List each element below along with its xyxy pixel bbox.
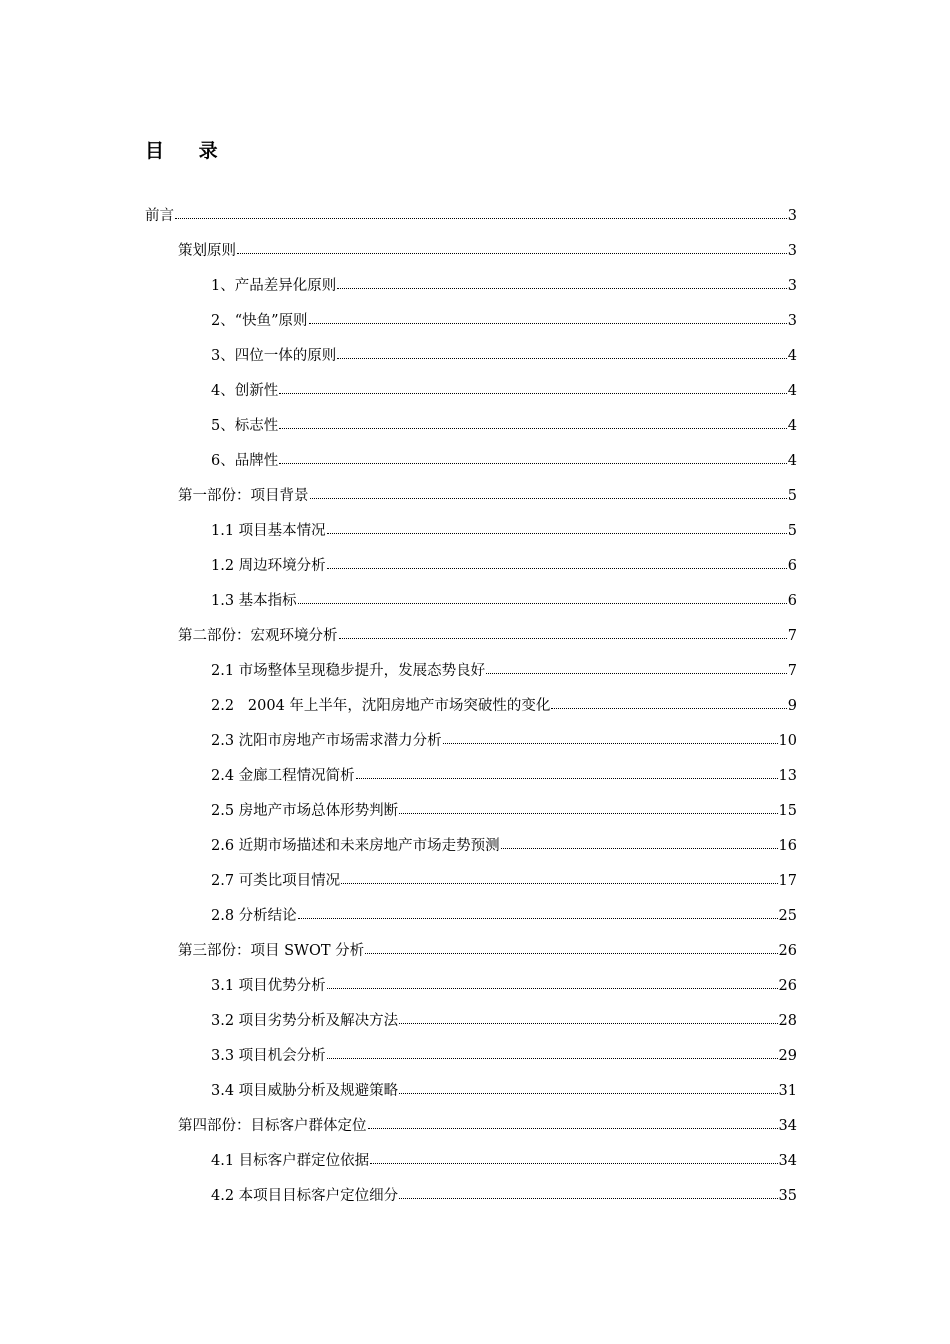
toc-entry-page-number: 13 — [778, 767, 797, 784]
toc-dot-leader — [279, 463, 787, 464]
toc-entry-label: 前言 — [145, 207, 174, 224]
toc-dot-leader — [298, 603, 787, 604]
toc-entry[interactable] — [145, 303, 797, 338]
toc-entry-page-number: 34 — [778, 1152, 797, 1169]
toc-entry-page-number: 7 — [787, 627, 797, 644]
toc-entry-page-number: 28 — [778, 1012, 797, 1029]
toc-entry-label: 1、产品差异化原则 — [211, 277, 337, 294]
toc-dot-leader — [309, 323, 787, 324]
toc-dot-leader — [370, 1163, 777, 1164]
toc-entry[interactable] — [145, 653, 797, 688]
toc-entry-label: 第二部份：宏观环境分析 — [178, 627, 338, 644]
toc-entry-label: 1.3 基本指标 — [211, 592, 297, 609]
toc-entry-label: 2.4 金廊工程情况简析 — [211, 767, 355, 784]
toc-entry[interactable] — [145, 443, 797, 478]
toc-entry-page-number: 6 — [787, 592, 797, 609]
toc-dot-leader — [339, 638, 787, 639]
toc-entry-page-number: 15 — [778, 802, 797, 819]
toc-entry-label: 3.2 项目劣势分析及解决方法 — [211, 1012, 399, 1029]
toc-entry-label: 第四部份：目标客户群体定位 — [178, 1117, 367, 1134]
toc-entry[interactable] — [145, 1038, 797, 1073]
toc-entry[interactable] — [145, 1073, 797, 1108]
toc-dot-leader — [298, 918, 778, 919]
toc-entry-page-number: 9 — [787, 697, 797, 714]
toc-dot-leader — [368, 1128, 778, 1129]
toc-entry-label: 2.1 市场整体呈现稳步提升，发展态势良好 — [211, 662, 486, 679]
toc-dot-leader — [356, 778, 778, 779]
toc-entry-label: 6、品牌性 — [211, 452, 279, 469]
toc-entry-page-number: 4 — [787, 347, 797, 364]
toc-entry[interactable] — [145, 478, 797, 513]
toc-entry-page-number: 5 — [787, 487, 797, 504]
toc-entry-label: 2.3 沈阳市房地产市场需求潜力分析 — [211, 732, 442, 749]
toc-entry-label: 2.8 分析结论 — [211, 907, 297, 924]
toc-entry[interactable] — [145, 338, 797, 373]
toc-dot-leader — [399, 1023, 777, 1024]
toc-entry-label: 2.5 房地产市场总体形势判断 — [211, 802, 399, 819]
toc-entry[interactable] — [145, 758, 797, 793]
toc-entry-page-number: 16 — [778, 837, 797, 854]
toc-entry[interactable] — [145, 618, 797, 653]
toc-entry-label: 3.3 项目机会分析 — [211, 1047, 326, 1064]
toc-entry-page-number: 34 — [778, 1117, 797, 1134]
toc-dot-leader — [327, 568, 787, 569]
toc-entry-page-number: 3 — [787, 207, 797, 224]
toc-dot-leader — [551, 708, 786, 709]
toc-entry-label: 2.2 2004 年上半年，沈阳房地产市场突破性的变化 — [211, 697, 551, 714]
toc-dot-leader — [237, 253, 787, 254]
toc-entry-label: 4.1 目标客户群定位依据 — [211, 1152, 370, 1169]
toc-entry[interactable] — [145, 1143, 797, 1178]
toc-entry-label: 1.2 周边环境分析 — [211, 557, 326, 574]
toc-dot-leader — [399, 1093, 777, 1094]
toc-entry-page-number: 29 — [778, 1047, 797, 1064]
toc-dot-leader — [279, 393, 787, 394]
toc-entry-page-number: 4 — [787, 452, 797, 469]
toc-entry-label: 第一部份：项目背景 — [178, 487, 309, 504]
toc-entry[interactable] — [145, 688, 797, 723]
toc-entry[interactable] — [145, 933, 797, 968]
toc-list — [145, 198, 797, 1213]
toc-entry-label: 3、四位一体的原则 — [211, 347, 337, 364]
toc-dot-leader — [365, 953, 777, 954]
toc-entry-page-number: 35 — [778, 1187, 797, 1204]
toc-entry-page-number: 7 — [787, 662, 797, 679]
toc-entry-label: 3.1 项目优势分析 — [211, 977, 326, 994]
toc-entry-label: 3.4 项目威胁分析及规避策略 — [211, 1082, 399, 1099]
toc-dot-leader — [327, 988, 778, 989]
toc-entry-label: 2.6 近期市场描述和未来房地产市场走势预测 — [211, 837, 500, 854]
toc-entry[interactable] — [145, 828, 797, 863]
toc-entry-label: 2、“快鱼”原则 — [211, 312, 308, 329]
toc-entry-label: 2.7 可类比项目情况 — [211, 872, 341, 889]
toc-entry[interactable] — [145, 1178, 797, 1213]
toc-entry-page-number: 31 — [778, 1082, 797, 1099]
toc-entry-page-number: 4 — [787, 417, 797, 434]
toc-entry[interactable] — [145, 548, 797, 583]
toc-entry[interactable] — [145, 863, 797, 898]
toc-dot-leader — [327, 1058, 778, 1059]
toc-entry-page-number: 3 — [787, 277, 797, 294]
toc-dot-leader — [327, 533, 787, 534]
toc-entry-label: 4、创新性 — [211, 382, 279, 399]
toc-dot-leader — [399, 1198, 777, 1199]
toc-entry-page-number: 26 — [778, 942, 797, 959]
toc-dot-leader — [310, 498, 787, 499]
toc-entry[interactable] — [145, 233, 797, 268]
toc-entry[interactable] — [145, 583, 797, 618]
toc-title: 目 录 — [145, 140, 232, 162]
toc-entry[interactable] — [145, 968, 797, 1003]
toc-entry[interactable] — [145, 793, 797, 828]
toc-entry[interactable] — [145, 373, 797, 408]
toc-entry-page-number: 3 — [787, 242, 797, 259]
toc-entry-label: 1.1 项目基本情况 — [211, 522, 326, 539]
toc-entry-page-number: 17 — [778, 872, 797, 889]
toc-entry-label: 4.2 本项目目标客户定位细分 — [211, 1187, 399, 1204]
toc-dot-leader — [501, 848, 778, 849]
toc-entry[interactable] — [145, 723, 797, 758]
toc-dot-leader — [399, 813, 777, 814]
toc-entry[interactable] — [145, 513, 797, 548]
toc-entry-label: 策划原则 — [178, 242, 236, 259]
toc-dot-leader — [175, 218, 787, 219]
toc-dot-leader — [341, 883, 777, 884]
toc-entry[interactable] — [145, 408, 797, 443]
toc-entry[interactable] — [145, 198, 797, 233]
toc-dot-leader — [337, 288, 787, 289]
toc-entry-page-number: 6 — [787, 557, 797, 574]
toc-entry-label: 第三部份：项目 SWOT 分析 — [178, 942, 365, 959]
toc-entry[interactable] — [145, 268, 797, 303]
toc-entry-page-number: 5 — [787, 522, 797, 539]
toc-entry[interactable] — [145, 1108, 797, 1143]
toc-entry[interactable] — [145, 1003, 797, 1038]
toc-entry-page-number: 3 — [787, 312, 797, 329]
toc-dot-leader — [443, 743, 778, 744]
toc-dot-leader — [486, 673, 787, 674]
toc-entry-page-number: 26 — [778, 977, 797, 994]
toc-entry-label: 5、标志性 — [211, 417, 279, 434]
toc-entry-page-number: 25 — [778, 907, 797, 924]
toc-entry-page-number: 4 — [787, 382, 797, 399]
toc-entry[interactable] — [145, 898, 797, 933]
toc-dot-leader — [279, 428, 787, 429]
toc-entry-page-number: 10 — [778, 732, 797, 749]
toc-dot-leader — [337, 358, 787, 359]
